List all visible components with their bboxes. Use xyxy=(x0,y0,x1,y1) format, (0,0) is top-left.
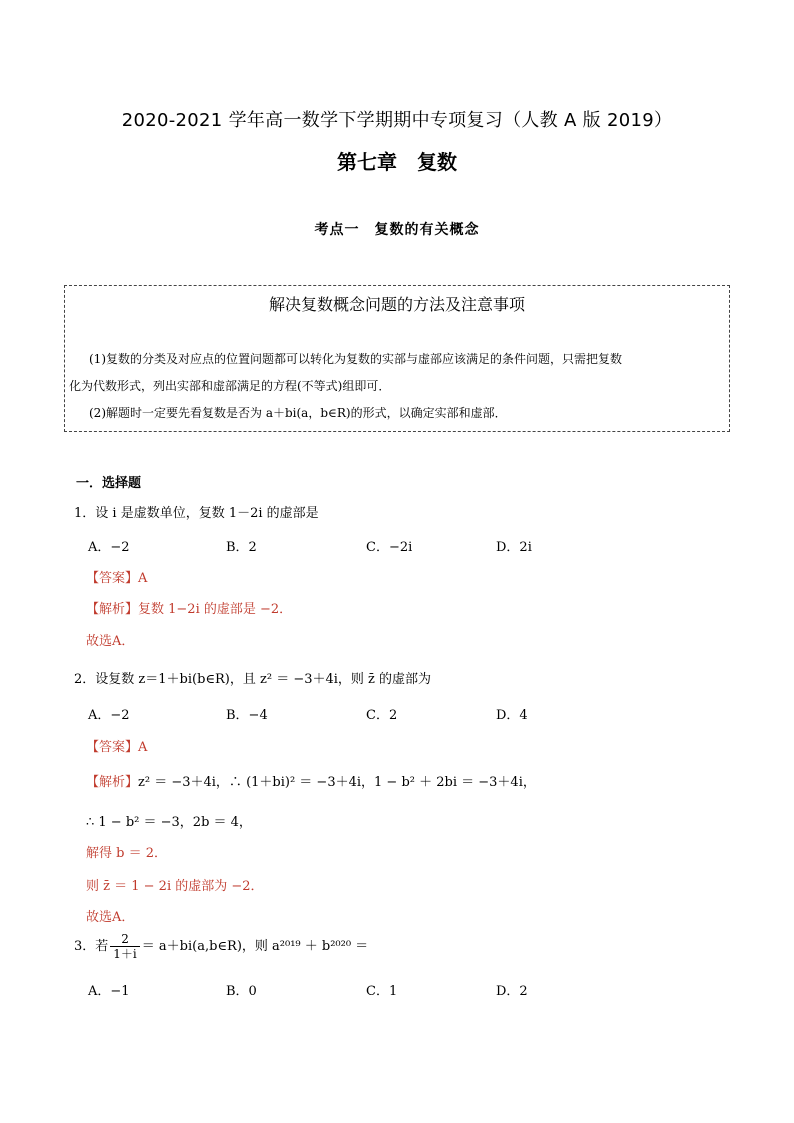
q1-option-b: B．2 xyxy=(226,540,257,555)
q1-conclusion: 故选A． xyxy=(86,634,135,649)
section-title: 考点一 复数的有关概念 xyxy=(314,222,480,238)
q3-option-a: A．−1 xyxy=(88,984,130,999)
tip-paragraph-1-line-2: 化为代数形式，列出实部和虚部满足的方程(不等式)组即可． xyxy=(69,379,391,393)
q3-option-b: B．0 xyxy=(226,984,257,999)
q2-option-c: C．2 xyxy=(366,708,398,723)
q1-option-c: C．−2i xyxy=(366,540,413,555)
question-2-stem: 2．设复数 z＝1＋bi(b∈R)，且 z² ＝ −3＋4i，则 z̄ 的虚部为 xyxy=(74,672,432,687)
q1-option-a: A．−2 xyxy=(88,540,130,555)
q3-prefix: 3．若 xyxy=(74,939,109,954)
q3-fraction-numerator: 2 xyxy=(110,932,139,947)
q3-option-c: C．1 xyxy=(366,984,398,999)
q2-step-2: 解得 b ＝ 2． xyxy=(86,846,167,861)
q2-option-d: D．4 xyxy=(496,708,528,723)
q2-option-b: B．−4 xyxy=(226,708,268,723)
q2-step-1: ∴ 1 − b² ＝ −3，2b ＝ 4， xyxy=(86,815,252,830)
tip-box-title: 解决复数概念问题的方法及注意事项 xyxy=(268,295,525,314)
q1-option-d: D．2i xyxy=(496,540,532,555)
tip-paragraph-1-line-1: (1)复数的分类及对应点的位置问题都可以转化为复数的实部与虚部应该满足的条件问题，只需把复数 xyxy=(89,352,623,366)
question-3-stem xyxy=(74,932,368,961)
question-1-stem: 1．设 i 是虚数单位，复数 1－2i 的虚部是 xyxy=(74,506,319,521)
q2-analysis-label: 【解析】 xyxy=(86,775,139,790)
q2-answer: 【答案】A xyxy=(86,740,148,755)
q3-option-d: D．2 xyxy=(496,984,528,999)
chapter-title: 第七章 复数 xyxy=(337,150,457,174)
q3-suffix: ＝ a＋bi(a,b∈R)，则 a²⁰¹⁹ ＋ b²⁰²⁰ ＝ xyxy=(141,939,369,954)
document-title: 2020-2021 学年高一数学下学期期中专项复习（人教 A 版 2019） xyxy=(121,110,673,131)
tip-paragraph-2: (2)解题时一定要先看复数是否为 a＋bi(a，b∈R)的形式，以确定实部和虚部． xyxy=(89,406,507,420)
q3-fraction xyxy=(110,932,139,961)
q1-answer: 【答案】A xyxy=(86,571,148,586)
q2-conclusion: 故选A． xyxy=(86,910,135,925)
method-tip-box xyxy=(64,285,730,432)
q2-analysis xyxy=(86,771,536,790)
q2-analysis-math: z² ＝ −3＋4i，∴ (1＋bi)² ＝ −3＋4i，1 − b² ＋ 2bi ＝ −3＋4i， xyxy=(138,775,536,790)
part-title: 一．选择题 xyxy=(76,476,142,491)
q1-analysis: 【解析】复数 1−2i 的虚部是 −2． xyxy=(86,602,293,617)
q2-option-a: A．−2 xyxy=(88,708,130,723)
q3-fraction-denominator: 1＋i xyxy=(113,947,137,961)
q2-step-3: 则 z̄ ＝ 1 − 2i 的虚部为 −2． xyxy=(86,879,264,894)
